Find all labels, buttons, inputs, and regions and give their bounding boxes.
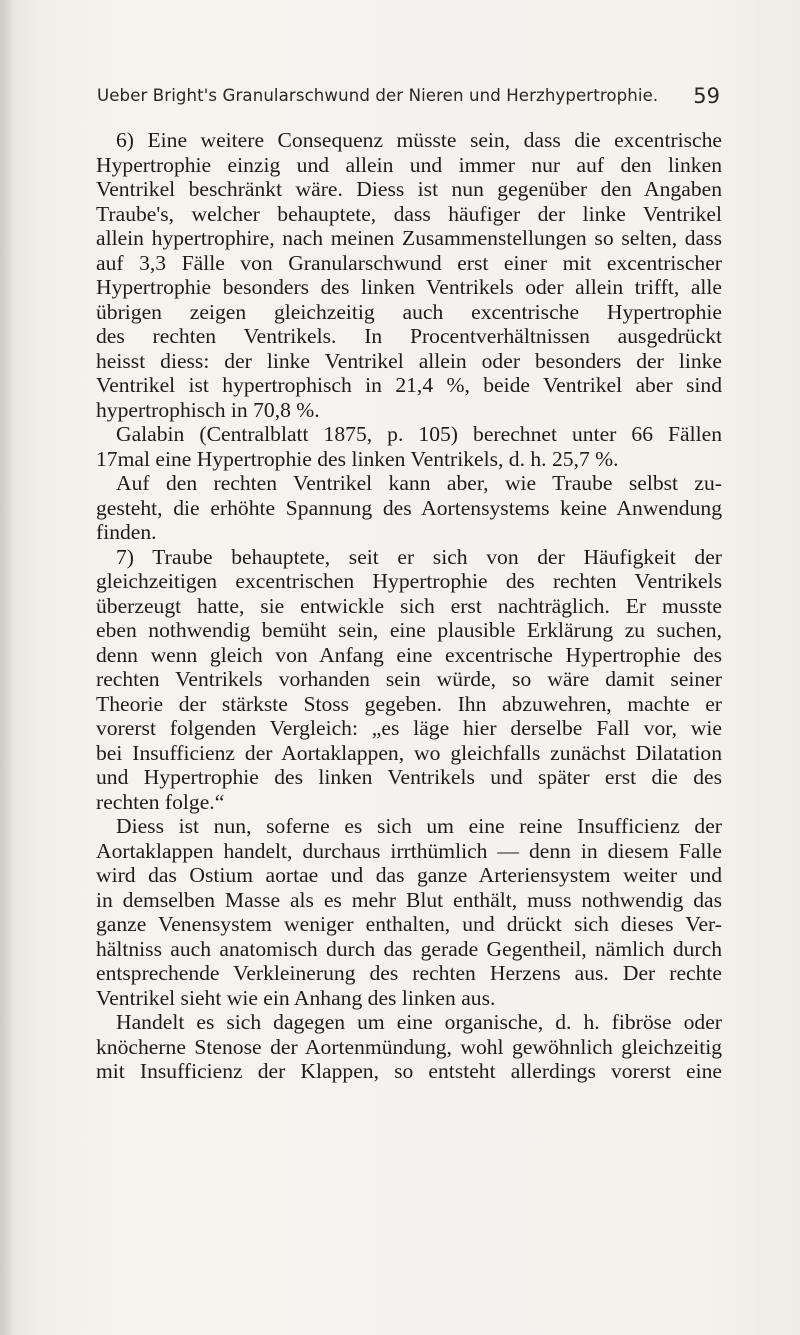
text-line: Galabin (Centralblatt 1875, p. 105) berechnet unter 66 Fällen (116, 422, 722, 446)
text-line: mit Insufficienz der Klappen, so entsteht allerdings vorerst eine (96, 1059, 722, 1083)
text-line: gleichzeitigen excentrischen Hypertrophie des rechten Ventrikels (96, 569, 722, 593)
text-line: 7) Traube behauptete, seit er sich von der Häufigkeit der (116, 544, 722, 569)
text-line: bei Insufficienz der Aortaklappen, wo gleichfalls zunächst Dilatation (96, 740, 722, 765)
text-line: Ventrikel beschränkt wäre. Diess ist nun gegenüber den Angaben (96, 177, 722, 201)
body-text (96, 128, 722, 1084)
text-line: Ventrikel ist hypertrophisch in 21,4 %, beide Ventrikel aber sind (96, 373, 722, 397)
text-line: Hypertrophie einzig und allein und immer nur auf den linken (96, 152, 722, 177)
text-line: rechten folge.“ (96, 789, 225, 814)
page-header (97, 86, 720, 116)
running-title: Ueber Bright's Granularschwund der Nieren und Herzhypertrophie. (97, 86, 659, 105)
text-line: vorerst folgenden Vergleich: „es läge hier derselbe Fall vor, wie (96, 716, 722, 740)
binding-shadow (0, 0, 14, 1335)
text-line: allein hypertrophire, nach meinen Zusammenstellungen so selten, dass (96, 226, 722, 250)
text-line: Theorie der stärkste Stoss gegeben. Ihn abzuwehren, machte er (96, 691, 722, 716)
text-line: Hypertrophie besonders des linken Ventrikels oder allein trifft, alle (96, 275, 722, 299)
text-line: überzeugt hatte, sie entwickle sich erst nachträglich. Er musste (96, 593, 722, 618)
page-number: 59 (693, 84, 720, 108)
text-line: und Hypertrophie des linken Ventrikels und später erst die des (96, 765, 722, 789)
text-line: des rechten Ventrikels. In Procentverhältnissen ausgedrückt (96, 324, 722, 348)
text-line: Diess ist nun, soferne es sich um eine reine Insufficienz der (116, 814, 722, 838)
text-line: gesteht, die erhöhte Spannung des Aortensystems keine Anwendung (96, 495, 722, 520)
text-line: auf 3,3 Fälle von Granularschwund erst einer mit excentrischer (96, 250, 722, 275)
text-line: wird das Ostium aortae und das ganze Arteriensystem weiter und (96, 863, 722, 887)
text-line: Auf den rechten Ventrikel kann aber, wie Traube selbst zu- (116, 471, 722, 495)
text-line: 17mal eine Hypertrophie des linken Ventrikels, d. h. 25,7 %. (96, 446, 619, 471)
text-line: rechten Ventrikels vorhanden sein würde, so wäre damit seiner (96, 667, 722, 691)
text-line: hypertrophisch in 70,8 %. (96, 397, 320, 422)
text-line: eben nothwendig bemüht sein, eine plausible Erklärung zu suchen, (96, 618, 722, 642)
text-line: Handelt es sich dagegen um eine organische, d. h. fibröse oder (116, 1010, 722, 1034)
text-line: ganze Venensystem weniger enthalten, und drückt sich dieses Ver- (96, 912, 722, 936)
text-line: knöcherne Stenose der Aortenmündung, wohl gewöhnlich gleichzeitig (96, 1034, 722, 1059)
text-line: denn wenn gleich von Anfang eine excentrische Hypertrophie des (96, 642, 722, 667)
text-line: Traube's, welcher behauptete, dass häufiger der linke Ventrikel (96, 201, 722, 226)
text-line: Aortaklappen handelt, durchaus irrthümlich — denn in diesem Falle (96, 838, 722, 863)
text-line: heisst diess: der linke Ventrikel allein oder besonders der linke (96, 348, 722, 373)
text-line: in demselben Masse als es mehr Blut enthält, muss nothwendig das (96, 887, 722, 912)
text-line: 6) Eine weitere Consequenz müsste sein, dass die excentrische (116, 128, 722, 152)
text-line: hältniss auch anatomisch durch das gerade Gegentheil, nämlich durch (96, 936, 722, 961)
text-line: übrigen zeigen gleichzeitig auch excentrische Hypertrophie (96, 299, 722, 324)
text-line: entsprechende Verkleinerung des rechten Herzens aus. Der rechte (96, 961, 722, 985)
text-line: finden. (96, 520, 157, 544)
text-line: Ventrikel sieht wie ein Anhang des linken aus. (96, 985, 496, 1010)
